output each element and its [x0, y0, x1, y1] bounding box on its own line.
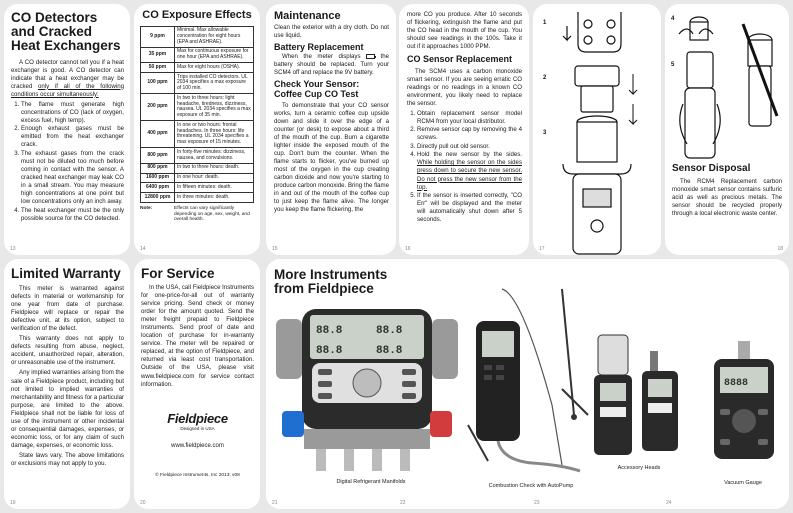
- effect-cell: Max for continuous exposure for one hour (EPA and ASHRAE).: [175, 47, 254, 63]
- logo-sub: Designed in USA: [180, 425, 215, 431]
- table-row: [141, 73, 254, 94]
- svg-text:88.8: 88.8: [316, 345, 343, 357]
- service-text: In the USA, call Fieldpiece Instruments for one-price-for-all out of warranty service pricing. Send check or money order for the amount quoted. Send the meter freight prepaid to Fieldpiece Instruments. Send proof of date and location of purchase for in-warranty service. The meter will be repaired or replaced, at the option of Fieldpiece, and returned via least cost transportation. Outside of the USA, please visit www.fieldpiece.com for service contact information.: [141, 284, 254, 388]
- table-row: [141, 26, 254, 47]
- website-link[interactable]: www.fieldpiece.com: [171, 442, 224, 449]
- battery-title: Battery Replacement: [274, 41, 364, 52]
- effect-cell: In three minutes: death.: [175, 193, 254, 203]
- effect-cell: In fifteen minutes: death.: [175, 183, 254, 193]
- step-4-label: 4: [671, 16, 675, 22]
- step-1-label: 1: [543, 20, 547, 26]
- logo-text: Fieldpiece: [167, 410, 228, 426]
- table-row: [141, 148, 254, 164]
- page-number: 13: [10, 246, 16, 252]
- page-16-panel: [399, 4, 529, 255]
- sensor-disposal-illustration: [665, 4, 789, 164]
- list-item: 1. The flame must generate high concentrations of CO (lack of oxygen, excess fuel, high temp).: [21, 101, 124, 125]
- page-13-intro-text: A CO detector cannot tell you if a heat exchanger is good. A CO detector can indicate that a heat exchanger may be cracked: [11, 58, 124, 90]
- ppm-cell: 200 ppm: [141, 94, 175, 121]
- step4-text: Hold the new sensor by the sides.: [417, 151, 522, 159]
- ppm-cell: 800 ppm: [141, 148, 175, 164]
- ppm-cell: 400 ppm: [141, 121, 175, 148]
- manifold-image: [272, 301, 462, 481]
- list-item: [417, 151, 522, 191]
- sensor-disposal-text: The RCM4 Replacement carbon monoxide smart sensor contains sulfuric acid as well as precious metals. The sensor should be recycled properly through a local electronic waste center.: [672, 177, 782, 217]
- page-number: 20: [140, 500, 146, 506]
- coffee-cup-test-continued: more CO you produce. After 10 seconds of flickering, extinguish the flame and put the CO head in the mouth of the cup. You should see readings in the 100s. Take it out if it approaches 1000 PPM.: [407, 11, 522, 51]
- note-text: Effects can vary significantly depending on age, sex, weight, and overall health.: [174, 205, 250, 223]
- sensor-replacement-intro: The SCM4 uses a carbon monoxide smart sensor. If you are seeing erratic CO readings or no readings in a known CO environment, you likely need to replace the sensor.: [407, 67, 522, 107]
- effect-cell: Max for eight hours (OSHA).: [175, 63, 254, 73]
- svg-text:8888: 8888: [724, 378, 749, 389]
- maintenance-text: Clean the exterior with a dry cloth. Do not use liquid.: [274, 23, 389, 39]
- ppm-cell: 6400 ppm: [141, 183, 175, 193]
- page-18-panel: [665, 4, 789, 255]
- page-13-title: CO Detectors and Cracked Heat Exchangers: [11, 10, 121, 54]
- page-19-panel: [4, 259, 130, 509]
- co-exposure-table: [140, 26, 254, 203]
- copyright: © Fieldpiece Instruments, Inc 2013; v08: [155, 472, 240, 478]
- table-row: [141, 47, 254, 63]
- battery-text-a: When the meter displays: [282, 53, 361, 61]
- page-20-title: For Service: [141, 266, 215, 281]
- page-number: 15: [272, 246, 278, 252]
- battery-text: [274, 53, 389, 77]
- table-row: [141, 163, 254, 173]
- effect-cell: In one hour: death.: [175, 173, 254, 183]
- page-15-title: Maintenance: [274, 10, 341, 22]
- ppm-cell: 35 ppm: [141, 47, 175, 63]
- page-13-intro-underline: only if all of the following conditions occur simultaneously:: [11, 82, 124, 98]
- effect-cell: Minimal. Max allowable concentration for eight hours (EPA and ASHRAE).: [175, 26, 254, 47]
- more-instruments-title: More Instruments from Fieldpiece: [274, 267, 388, 297]
- accessory-heads-image: [558, 315, 698, 465]
- page-17-panel: [533, 4, 661, 255]
- list-item: 4. The heat exchanger must be the only possible source for the CO detected.: [21, 207, 124, 223]
- table-row: [141, 63, 254, 73]
- ppm-cell: 1600 ppm: [141, 173, 175, 183]
- sensor-replacement-steps: [407, 110, 522, 224]
- coffee-cup-test-text: To demonstrate that your CO sensor works, turn a ceramic coffee cup upside down and slide it over the edge of a counter (or desk) to expose about a third of the mouth of the cup. Burn a cigarette lighter inside the exposed mouth of the cup. Don't burn the counter. When the flame starts to flicker, you've burned up most of the oxygen in the cup creating carbon dioxide and now you're starting to produce carbon monoxide. Bring the flame in and out of the mouth of the coffee cup to just keep the flame alive. The longer you keep the flame flickering, the: [274, 102, 389, 214]
- page-number: 16: [405, 246, 411, 252]
- table-row: [141, 183, 254, 193]
- page-21-24-panel: [266, 259, 789, 509]
- effect-cell: In one or two hours: frontal headaches. In three hours: life threatening. UL 2034 specifies a max exposure of 15 minutes.: [175, 121, 254, 148]
- sensor-disposal-title: Sensor Disposal: [672, 163, 751, 174]
- page-14-panel: [134, 4, 260, 255]
- effect-cell: In two to three hours: light headache, tiredness, dizziness, nausea. UL 2034 specifies a max exposure of 35 min.: [175, 94, 254, 121]
- page-15-panel: [266, 4, 396, 255]
- page-19-title: Limited Warranty: [11, 266, 121, 281]
- battery-icon: [366, 54, 375, 59]
- list-item: 2. Enough exhaust gases must be emitted from the heat exchanger crack.: [21, 125, 124, 149]
- page-number: 17: [539, 246, 545, 252]
- page-number: 22: [400, 500, 406, 506]
- caption-manifold: Digital Refrigerant Manifolds: [336, 479, 406, 485]
- warranty-para: State laws vary. The above limitations or exclusions may not apply to you.: [11, 451, 124, 467]
- page-13-intro: [11, 59, 124, 99]
- svg-text:88.8: 88.8: [316, 325, 343, 337]
- battery-text-b: the battery should be replaced. Turn your SCM4 off and replace the 9V battery.: [274, 53, 390, 77]
- caption-heads: Accessory Heads: [617, 465, 661, 471]
- step-2-label: 2: [543, 75, 547, 81]
- step4-underline: While holding the sensor on the sides press down to secure the new sensor. Do not press the new sensor from the top.: [417, 159, 522, 191]
- fieldpiece-logo: [141, 411, 254, 431]
- svg-text:88.8: 88.8: [376, 345, 403, 357]
- list-item: 3. The exhaust gases from the crack must not be diluted too much before coming in contact with the sensor. A cracked heat exchanger may leak CO in a small stream. You may measure high concentrations at one point but low concentrations only an inch away.: [21, 150, 124, 206]
- list-item: 5. If the sensor is inserted correctly, "CO Err" will be displayed and the meter will automatically shut down after 5 seconds.: [417, 192, 522, 224]
- page-number: 23: [534, 500, 540, 506]
- effect-cell: Trips installed CO detectors. UL 2034 specifies a max exposure of 100 min.: [175, 73, 254, 94]
- step-5-label: 5: [671, 62, 675, 68]
- ppm-cell: 100 ppm: [141, 73, 175, 94]
- table-row: [141, 94, 254, 121]
- sensor-replacement-illustration: [533, 4, 661, 255]
- page-number: 24: [666, 500, 672, 506]
- page-14-title: CO Exposure Effects: [142, 9, 252, 21]
- page-number: 14: [140, 246, 146, 252]
- caption-vacuum: Vacuum Gauge: [724, 480, 762, 486]
- ppm-cell: 800 ppm: [141, 163, 175, 173]
- svg-text:88.8: 88.8: [376, 325, 403, 337]
- ppm-cell: 50 ppm: [141, 63, 175, 73]
- check-sensor-title: Check Your Sensor: Coffee Cup CO Test: [274, 79, 360, 99]
- list-item: 1. Obtain replacement sensor model RCM4 from your local distributor.: [417, 110, 522, 126]
- page-20-panel: [134, 259, 260, 509]
- vacuum-gauge-image: [704, 339, 784, 469]
- warranty-para: This warranty does not apply to defects resulting from abuse, neglect, accident, unauthorized repair, alteration, or unreasonable use of the instrument.: [11, 335, 124, 367]
- table-row: [141, 193, 254, 203]
- caption-combustion: Combustion Check with AutoPump: [488, 483, 574, 489]
- sensor-replacement-title: CO Sensor Replacement: [407, 54, 513, 65]
- list-item: 3. Directly pull out old sensor.: [417, 143, 522, 151]
- ppm-cell: 9 ppm: [141, 26, 175, 47]
- table-row: [141, 173, 254, 183]
- ppm-cell: 12800 ppm: [141, 193, 175, 203]
- list-item: 2. Remove sensor cap by removing the 4 screws.: [417, 126, 522, 142]
- page-number: 18: [777, 246, 783, 252]
- effect-cell: In two to three hours: death.: [175, 163, 254, 173]
- page-13-conditions-list: [11, 101, 124, 223]
- table-row: [141, 121, 254, 148]
- page-13-panel: [4, 4, 130, 255]
- page-number: 21: [272, 500, 278, 506]
- step-3-label: 3: [543, 130, 547, 136]
- warranty-para: Any implied warranties arising from the sale of a Fieldpiece product, including but not limited to implied warranties of merchantability and fitness for a particular purpose, are limited to the above. Fieldpiece shall not be liable for loss of use of the instrument or other incidental or consequential damages, expenses, or economic loss, or for any claim of such damage, expenses, or economic loss.: [11, 369, 124, 449]
- page-number: 19: [10, 500, 16, 506]
- effect-cell: In forty-five minutes: dizziness, nausea, and convulsions.: [175, 148, 254, 164]
- note-label: Note:: [140, 205, 153, 211]
- warranty-para: This meter is warranted against defects in material or workmanship for one year from date of purchase. Fieldpiece will replace or repair the defective unit, at its option, subject to verification of the defect.: [11, 285, 124, 333]
- page-14-note: [140, 206, 254, 223]
